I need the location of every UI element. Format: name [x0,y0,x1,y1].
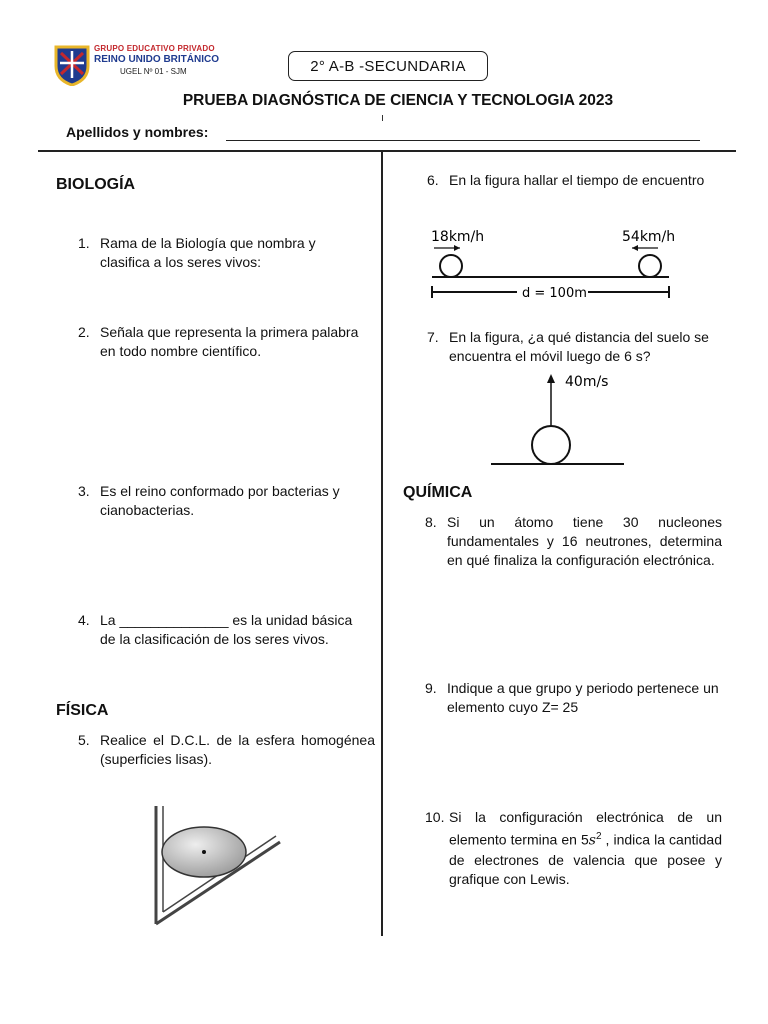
question-4 [78,611,368,649]
question-10-text-a: Si la configuración electrónica de un elemento termina en 5 [449,809,722,848]
biology-heading: BIOLOGÍA [56,176,136,193]
question-2-text: Señala que representa la primera palabra en todo nombre científico. [100,324,359,359]
logo-line3: UGEL Nº 01 - SJM [120,67,187,76]
question-10-text-b: , indica la cantidad de electrones de valencia que posee y grafique con Lewis. [449,831,722,887]
chemistry-heading: QUÍMICA [403,484,473,501]
question-3-text: Es el reino conformado por bacterias y cianobacterias. [100,483,340,518]
question-10-number: 10. [425,809,445,825]
question-2 [78,323,368,361]
encounter-figure [420,222,680,302]
vertical-launch-figure [488,368,628,468]
question-10 [425,808,722,889]
question-7 [427,328,727,366]
question-1 [78,234,368,272]
question-6-text: En la figura hallar el tiempo de encuentro [449,172,705,188]
speed-left-label: 18km/h [431,229,485,245]
logo-text [94,44,234,76]
question-8-number: 8. [425,514,437,530]
question-1-number: 1. [78,235,90,251]
question-3 [78,482,372,520]
launch-speed-label: 40m/s [565,374,609,390]
question-5-text: Realice el D.C.L. de la esfera homogénea (superficies lisas). [100,732,375,767]
question-10-math-exp: 2 [595,831,602,842]
question-7-text: En la figura, ¿a qué distancia del suelo se encuentra el móvil luego de 6 s? [449,329,709,364]
question-8-text: Si un átomo tiene 30 nucleones fundamentales y 16 neutrones, determina en qué finaliza la configuración electrónica. [447,514,722,568]
mobile-ball [532,426,570,464]
mobile-left [440,255,462,277]
question-4-text-b: es la unidad básica de la clasificación de los seres vivos. [100,612,353,647]
question-4-text-a: La [100,612,116,628]
mobile-right [639,255,661,277]
question-8 [425,513,722,570]
logo-line1: GRUPO EDUCATIVO PRIVADO [94,44,215,53]
question-1-text: Rama de la Biología que nombra y clasifica a los seres vivos: [100,235,316,270]
title-tick-mark [382,115,383,121]
speed-right-label: 54km/h [622,229,676,245]
question-6-number: 6. [427,172,439,188]
question-9 [425,679,725,717]
logo-line2: REINO UNIDO BRITÁNICO [94,54,219,65]
arrow-up-icon [547,374,555,383]
sphere-center-dot [202,850,206,854]
names-answer-line[interactable] [226,140,700,141]
header-divider [38,150,736,152]
question-5 [78,731,375,769]
arrow-right-icon [454,245,460,251]
question-9-number: 9. [425,680,437,696]
question-10-text [449,808,722,889]
arrow-left-icon [632,245,638,251]
page-title: PRUEBA DIAGNÓSTICA DE CIENCIA Y TECNOLOGIA 2023 [182,92,614,109]
question-10-math-s: s [588,832,596,849]
question-3-number: 3. [78,483,90,499]
question-4-blank[interactable]: ______________ [119,612,229,628]
names-label: Apellidos y nombres: [66,124,209,140]
question-4-number: 4. [78,612,90,628]
question-6 [427,171,727,190]
question-7-number: 7. [427,329,439,345]
physics-heading: FÍSICA [56,702,109,719]
question-9-text: Indique a que grupo y periodo pertenece un elemento cuyo Z= 25 [447,680,719,715]
question-5-number: 5. [78,732,90,748]
column-divider [381,150,383,936]
sphere-incline-figure [148,800,288,930]
grade-box: 2° A-B -SECUNDARIA [288,51,488,81]
distance-label: d = 100m [522,286,587,301]
question-2-number: 2. [78,324,90,340]
